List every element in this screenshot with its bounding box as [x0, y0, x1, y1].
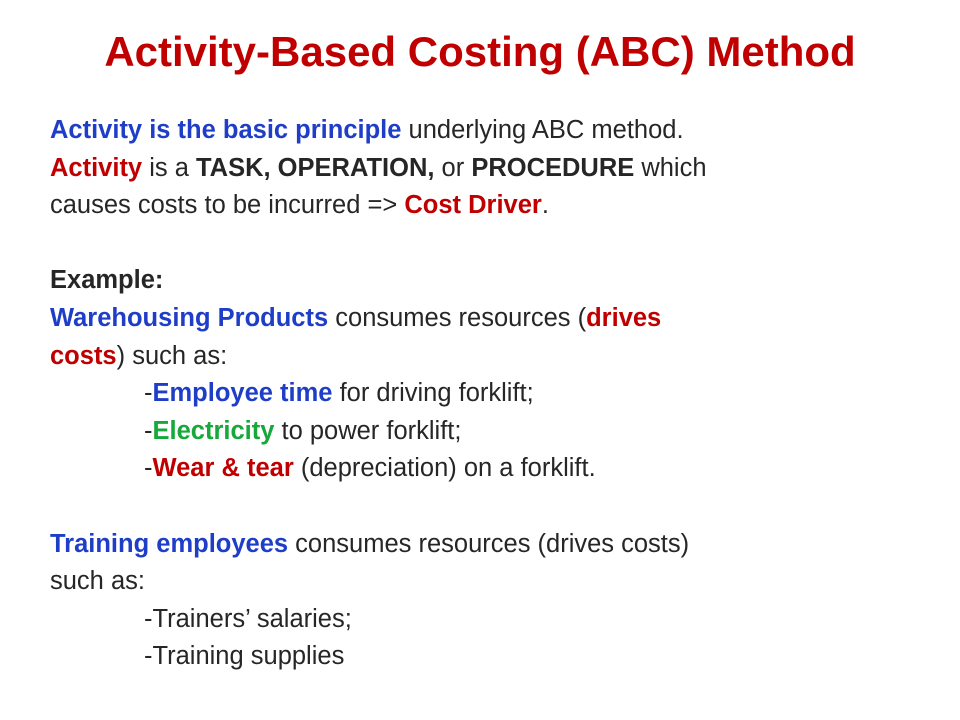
definition-line-2	[50, 150, 930, 188]
text-fragment: which	[634, 153, 707, 182]
text-fragment: consumes resources (drives costs)	[288, 529, 690, 558]
training-term: Training employees	[50, 529, 289, 558]
item-rest: (depreciation) on a forklift.	[293, 454, 596, 483]
wear-tear-term: Wear & tear	[152, 454, 294, 483]
item-dash: -	[144, 416, 153, 445]
task-operation-term: TASK, OPERATION,	[195, 153, 435, 182]
cost-driver-term: Cost Driver	[404, 191, 542, 220]
example-line-2	[50, 338, 930, 376]
electricity-term: Electricity	[152, 416, 275, 445]
example-line-1	[50, 300, 930, 338]
definition-line-3	[50, 187, 930, 225]
principle-highlight: Activity is the basic principle	[50, 116, 402, 144]
example-heading: Example:	[50, 266, 164, 295]
item-dash: -	[144, 379, 153, 408]
employee-time-term: Employee time	[152, 379, 333, 408]
definition-line-1	[50, 112, 930, 150]
item-rest: to power forklift;	[274, 416, 462, 445]
activity-term: Activity	[50, 153, 143, 182]
spacer	[50, 225, 930, 263]
text-fragment: ) such as:	[116, 341, 228, 370]
example-item	[50, 413, 930, 451]
training-line-2: such as:	[50, 567, 145, 596]
training-item: -Trainers’ salaries;	[144, 604, 352, 633]
example-item	[50, 450, 930, 488]
slide-body	[50, 112, 930, 676]
training-item: -Training supplies	[144, 642, 345, 671]
drives-term: drives	[586, 303, 662, 332]
costs-term: costs	[50, 341, 117, 370]
item-dash: -	[144, 454, 153, 483]
slide-title: Activity-Based Costing (ABC) Method	[104, 28, 856, 75]
item-rest: for driving forklift;	[332, 379, 534, 408]
text-fragment: is a	[142, 153, 196, 182]
training-line-1	[50, 526, 930, 564]
text-fragment: or	[434, 153, 472, 182]
spacer	[50, 488, 930, 526]
text-fragment: causes costs to be incurred =>	[50, 191, 405, 220]
text-fragment: .	[541, 191, 549, 220]
example-item	[50, 375, 930, 413]
principle-rest: underlying ABC method.	[401, 116, 684, 144]
text-fragment: consumes resources (	[328, 303, 587, 332]
procedure-term: PROCEDURE	[471, 153, 635, 182]
warehousing-term: Warehousing Products	[50, 303, 329, 332]
